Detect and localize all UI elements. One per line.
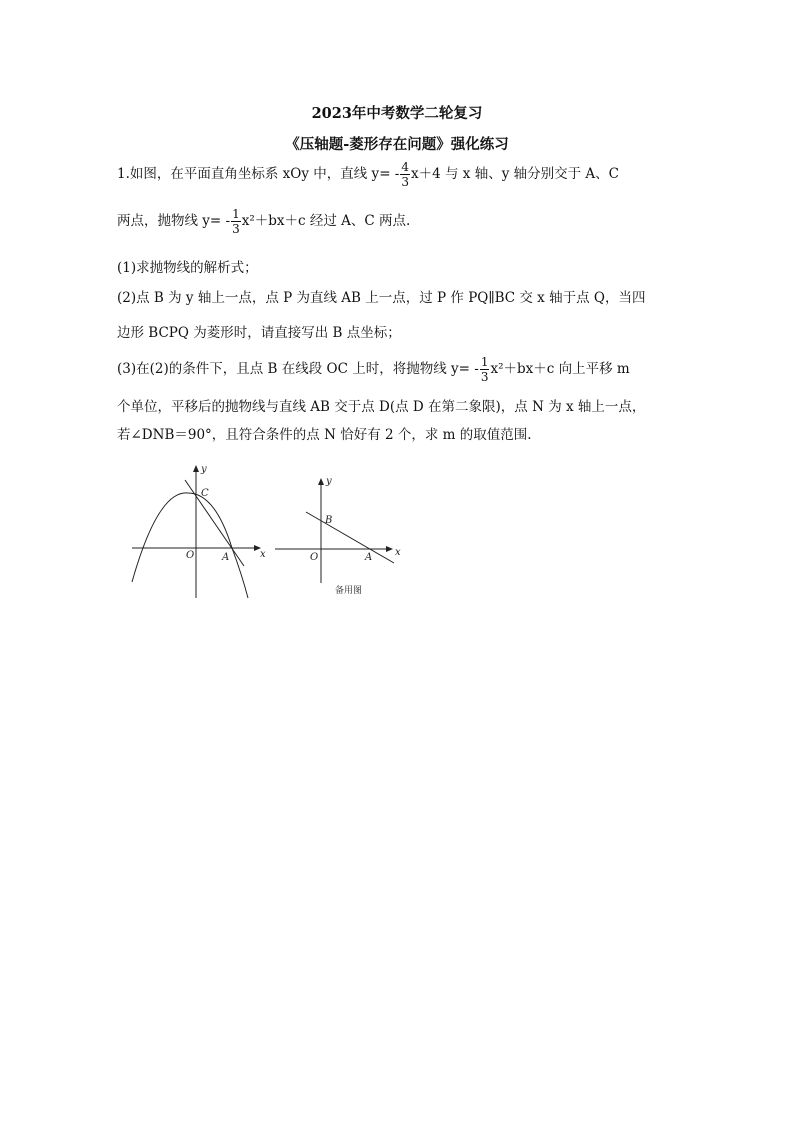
question-2-line2: 边形 BCPQ 为菱形时，请直接写出 B 点坐标；	[117, 325, 401, 341]
question-2-line1: (2)点 B 为 y 轴上一点，点 P 为直线 AB 上一点，过 P 作 PQ∥BC 交 x 轴于点 Q，当四	[117, 290, 646, 306]
denominator: 3	[480, 370, 489, 384]
fig2-label-o: O	[310, 552, 319, 563]
fig1-label-x: x	[260, 549, 266, 560]
fig1-label-o: O	[186, 550, 195, 561]
numerator: 1	[480, 355, 489, 369]
denominator: 3	[232, 222, 240, 236]
fig2-label-b: B	[325, 515, 333, 526]
intro-text-d: x²＋bx＋c 经过 A、C 两点.	[241, 213, 411, 229]
fig1-label-a: A	[222, 552, 230, 563]
fig2-caption: 备用图	[335, 586, 363, 596]
fig2-label-x: x	[395, 547, 401, 558]
line-ab	[306, 512, 394, 563]
numerator: 1	[232, 207, 240, 221]
fig1-label-y: y	[201, 464, 207, 475]
figure-1	[132, 466, 260, 598]
question-3-line4: 若∠DNB＝90°，且符合条件的点 N 恰好有 2 个，求 m 的取值范围.	[117, 427, 532, 443]
fig2-label-a: A	[365, 552, 373, 563]
doc-title: 2023年中考数学二轮复习	[311, 105, 483, 122]
question-3-line3: 个单位，平移后的抛物线与直线 AB 交于点 D(点 D 在第二象限)，点 N 为 x 轴上一点，	[117, 399, 646, 415]
q3-text-a: (3)在(2)的条件下，且点 B 在线段 OC 上时，将抛物线 y= -	[117, 361, 479, 377]
question-1: (1)求抛物线的解析式；	[117, 260, 258, 276]
fig2-label-y: y	[326, 476, 332, 487]
numerator: 4	[401, 160, 409, 174]
denominator: 3	[401, 175, 409, 189]
intro-text-a: 1.如图，在平面直角坐标系 xOy 中，直线 y= -	[117, 166, 400, 182]
intro-text-b: x＋4 与 x 轴、y 轴分别交于 A、C	[411, 166, 619, 182]
fig1-label-c: C	[201, 488, 209, 499]
parabola	[132, 493, 248, 598]
intro-text-c: 两点，抛物线 y= -	[117, 213, 231, 229]
figure-2	[275, 479, 394, 583]
q3-text-b: x²＋bx＋c 向上平移 m	[490, 361, 630, 377]
doc-subtitle: 《压轴题-菱形存在问题》强化练习	[285, 136, 509, 153]
